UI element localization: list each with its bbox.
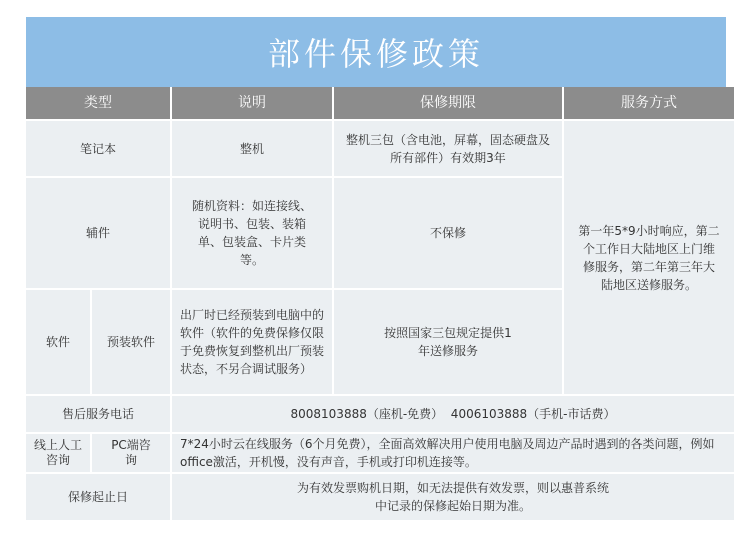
warranty-start-label: 保修起止日 bbox=[26, 474, 170, 520]
hotline-label: 售后服务电话 bbox=[26, 396, 170, 432]
online-sub-label: PC端咨询 bbox=[92, 434, 170, 472]
accessories-type-cell: 辅件 bbox=[26, 178, 170, 288]
laptop-description-cell: 整机 bbox=[172, 121, 332, 176]
warranty-table bbox=[26, 87, 726, 530]
page-title: 部件保修政策 bbox=[26, 17, 726, 87]
online-value: 7*24小时云在线服务（6个月免费），全面高效解决用户使用电脑及周边产品时遇到的各类问题，例如office激活，开机慢，没有声音，手机或打印机连接等。 bbox=[172, 434, 734, 472]
warranty-start-value: 为有效发票购机日期，如无法提供有效发票，则以惠普系统中记录的保修起始日期为准。 bbox=[172, 474, 734, 520]
laptop-period-cell: 整机三包（含电池，屏幕，固态硬盘及所有部件）有效期3年 bbox=[334, 121, 562, 176]
software-type-cell: 软件 bbox=[26, 290, 90, 394]
software-subtype-cell: 预装软件 bbox=[92, 290, 170, 394]
software-description-cell: 出厂时已经预装到电脑中的软件（软件的免费保修仅限于免费恢复到整机出厂预装状态，不另合调试服务） bbox=[172, 290, 332, 394]
laptop-type-cell: 笔记本 bbox=[26, 121, 170, 176]
software-period-cell: 按照国家三包规定提供1年送修服务 bbox=[334, 290, 562, 394]
accessories-period-cell: 不保修 bbox=[334, 178, 562, 288]
header-description: 说明 bbox=[172, 87, 332, 119]
service-method-cell: 第一年5*9小时响应，第二个工作日大陆地区上门维修服务，第二年第三年大陆地区送修服务。 bbox=[564, 121, 734, 394]
accessories-description-cell: 随机资料：如连接线、说明书、包装、装箱单、包装盒、卡片类等。 bbox=[172, 178, 332, 288]
header-warranty-period: 保修期限 bbox=[334, 87, 562, 119]
header-type: 类型 bbox=[26, 87, 170, 119]
header-service-method: 服务方式 bbox=[564, 87, 734, 119]
hotline-value: 8008103888（座机-免费） 4006103888（手机-市话费） bbox=[172, 396, 734, 432]
online-label: 线上人工咨询 bbox=[26, 434, 90, 472]
